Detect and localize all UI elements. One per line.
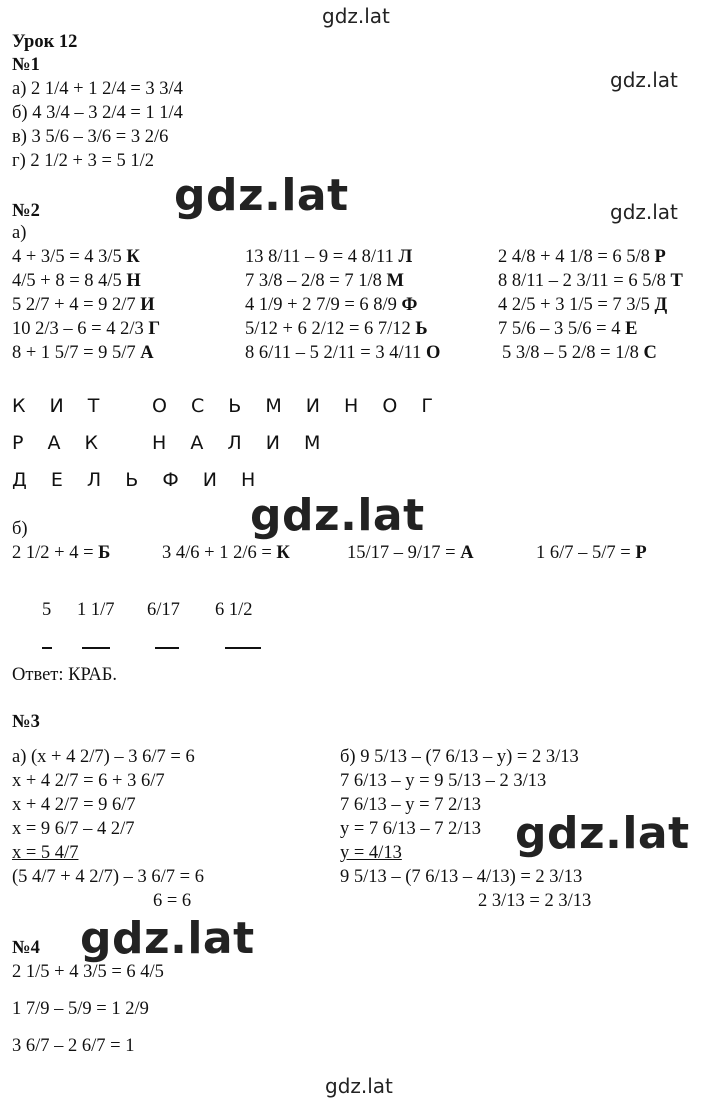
task1-line: а) 2 1/4 + 1 2/4 = 3 3/4 — [12, 79, 183, 99]
task3-a-check-result: 6 = 6 — [153, 891, 192, 911]
lesson-title: Урок 12 — [12, 32, 78, 52]
task2-a-item: 4/5 + 8 = 8 4/5 Н — [12, 271, 141, 291]
task2-a-item: 8 + 1 5/7 = 9 5/7 А — [12, 343, 154, 363]
task2-answer: Ответ: КРАБ. — [12, 665, 118, 685]
task3-a-answer: x = 5 4/7 — [12, 843, 79, 863]
watermark-right-1: gdz.lat — [610, 68, 678, 92]
task2-b-item: 3 4/6 + 1 2/6 = К — [162, 543, 290, 563]
task3-a-line: x + 4 2/7 = 6 + 3 6/7 — [12, 771, 165, 791]
task2-a-item: 4 + 3/5 = 4 3/5 К — [12, 247, 140, 267]
task2-a-item: 5 3/8 – 5 2/8 = 1/8 С — [502, 343, 657, 363]
task2-b-item: 15/17 – 9/17 = А — [347, 543, 474, 563]
task2-a-item: 4 1/9 + 2 7/9 = 6 8/9 Ф — [245, 295, 418, 315]
task2-a-item: 5/12 + 6 2/12 = 6 7/12 Ь — [245, 319, 428, 339]
task2-a-item: 8 6/11 – 5 2/11 = 3 4/11 О — [245, 343, 441, 363]
answer-blank-line — [82, 647, 110, 649]
task3-title: №3 — [12, 712, 40, 732]
task3-a-line: x + 4 2/7 = 9 6/7 — [12, 795, 136, 815]
task2-b-item: 2 1/2 + 4 = Б — [12, 543, 111, 563]
answer-blank-line — [225, 647, 261, 649]
task4-line: 1 7/9 – 5/9 = 1 2/9 — [12, 999, 149, 1019]
task3-b-check-result: 2 3/13 = 2 3/13 — [478, 891, 592, 911]
decoded-word: Н А Л И М — [152, 432, 330, 454]
task1-line: в) 3 5/6 – 3/6 = 3 2/6 — [12, 127, 169, 147]
task3-b-line: 7 6/13 – y = 7 2/13 — [340, 795, 481, 815]
decoded-word: О С Ь М И Н О Г — [152, 395, 442, 417]
task3-b-answer: y = 4/13 — [340, 843, 402, 863]
task1-line: г) 2 1/2 + 3 = 5 1/2 — [12, 151, 155, 171]
watermark-big-3: gdz.lat — [515, 808, 690, 859]
task2-a-item: 4 2/5 + 3 1/5 = 7 3/5 Д — [498, 295, 668, 315]
decoded-word: Д Е Л Ь Ф И Н — [12, 469, 265, 491]
decoded-word: К И Т — [12, 395, 109, 417]
task2-part-b-label: б) — [12, 519, 28, 539]
watermark-bottom: gdz.lat — [325, 1074, 393, 1098]
task3-b-line: 7 6/13 – y = 9 5/13 – 2 3/13 — [340, 771, 547, 791]
task2-a-item: 8 8/11 – 2 3/11 = 6 5/8 Т — [498, 271, 683, 291]
task2-a-item: 7 3/8 – 2/8 = 7 1/8 М — [245, 271, 404, 291]
task2-a-item: 10 2/3 – 6 = 4 2/3 Г — [12, 319, 161, 339]
watermark-big-4: gdz.lat — [80, 913, 255, 964]
task2-b-value: 6 1/2 — [215, 600, 253, 620]
task3-a-line: а) (x + 4 2/7) – 3 6/7 = 6 — [12, 747, 195, 767]
task2-b-item: 1 6/7 – 5/7 = Р — [536, 543, 647, 563]
task3-a-line: x = 9 6/7 – 4 2/7 — [12, 819, 135, 839]
answer-blank-line — [42, 647, 52, 649]
task1-title: №1 — [12, 55, 40, 75]
task4-line: 3 6/7 – 2 6/7 = 1 — [12, 1036, 135, 1056]
task3-b-line: y = 7 6/13 – 7 2/13 — [340, 819, 481, 839]
task4-title: №4 — [12, 938, 40, 958]
task3-b-check: 9 5/13 – (7 6/13 – 4/13) = 2 3/13 — [340, 867, 583, 887]
watermark-big-2: gdz.lat — [250, 490, 425, 541]
task2-a-item: 5 2/7 + 4 = 9 2/7 И — [12, 295, 155, 315]
task2-part-a-label: а) — [12, 223, 27, 243]
task3-b-line: б) 9 5/13 – (7 6/13 – y) = 2 3/13 — [340, 747, 579, 767]
task2-b-value: 5 — [42, 600, 52, 620]
watermark-top: gdz.lat — [322, 4, 390, 28]
task2-b-value: 1 1/7 — [77, 600, 115, 620]
watermark-right-2: gdz.lat — [610, 200, 678, 224]
task3-a-check: (5 4/7 + 4 2/7) – 3 6/7 = 6 — [12, 867, 204, 887]
task2-a-item: 13 8/11 – 9 = 4 8/11 Л — [245, 247, 413, 267]
task4-line: 2 1/5 + 4 3/5 = 6 4/5 — [12, 962, 164, 982]
task1-line: б) 4 3/4 – 3 2/4 = 1 1/4 — [12, 103, 183, 123]
answer-blank-line — [155, 647, 179, 649]
task2-a-item: 2 4/8 + 4 1/8 = 6 5/8 Р — [498, 247, 666, 267]
task2-b-value: 6/17 — [147, 600, 180, 620]
task2-title: №2 — [12, 201, 40, 221]
decoded-word: Р А К — [12, 432, 108, 454]
watermark-big-1: gdz.lat — [174, 170, 349, 221]
task2-a-item: 7 5/6 – 3 5/6 = 4 Е — [498, 319, 638, 339]
